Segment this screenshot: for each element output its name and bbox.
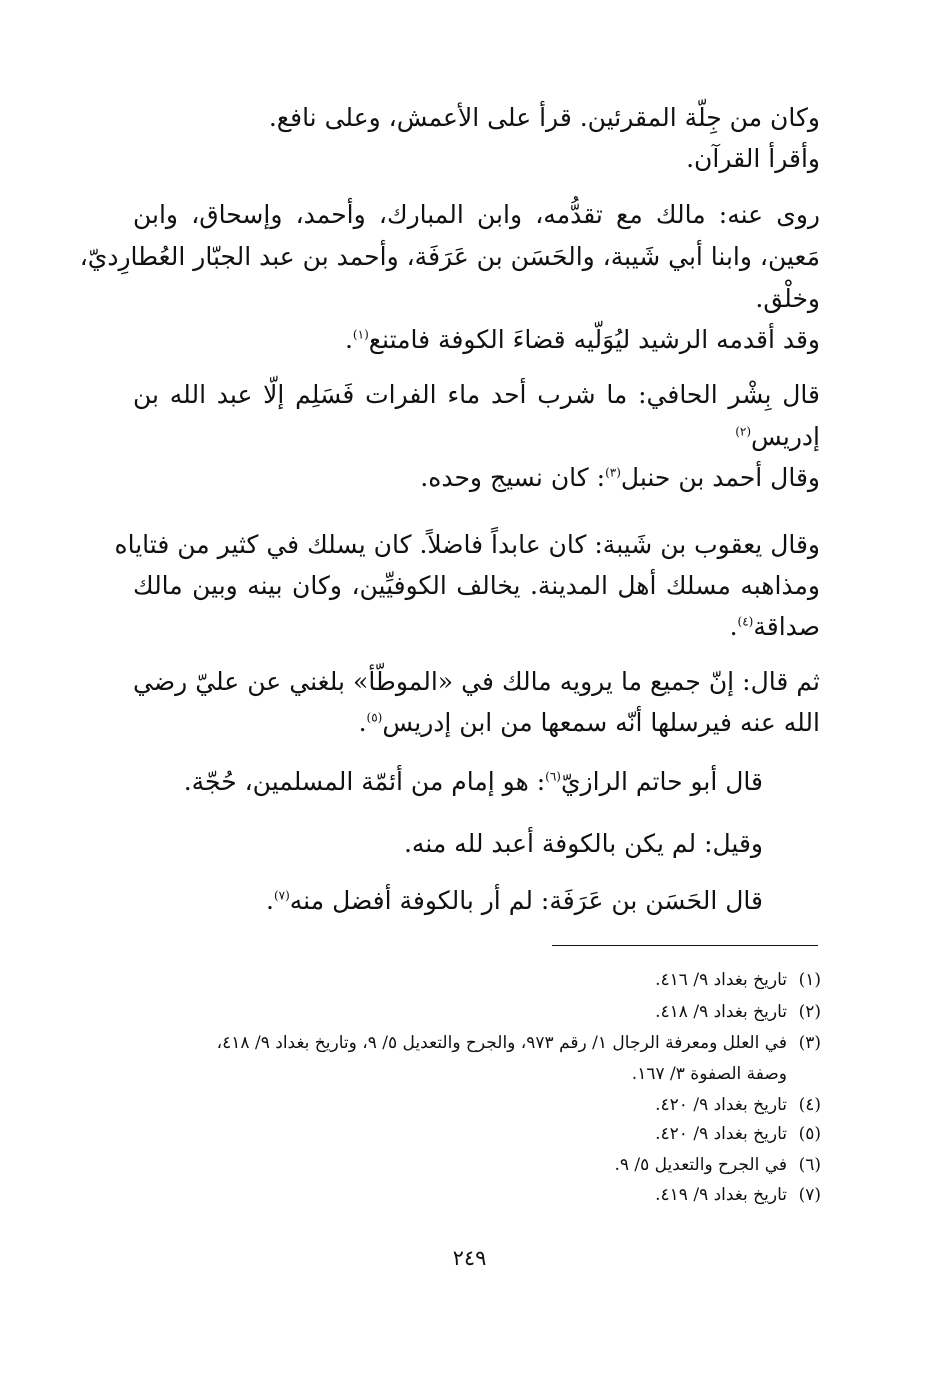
body-text: : كان نسيج وحده.	[420, 463, 606, 492]
body-line: مَعين، وابنا أبي شَيبة، والحَسَن بن عَرَفَة، وأحمد بن عبد الجبّار العُطارِديّ،	[79, 242, 820, 271]
footnote-number: (٥)	[798, 1124, 821, 1144]
body-text: قال أبو حاتم الرازيّ	[560, 767, 763, 796]
footnote	[655, 1124, 821, 1144]
body-line: وكان من جِلّة المقرئين. قرأ على الأعمش، وعلى نافع.	[268, 103, 820, 132]
body-text: وقد أقدمه الرشيد ليُوَلّيه قضاءَ الكوفة فامتنع	[368, 325, 820, 354]
footnote-number: (٣)	[798, 1033, 821, 1053]
footnote-continuation: وصفة الصفوة ٣/ ١٦٧.	[631, 1064, 787, 1084]
footnote	[217, 1033, 821, 1053]
footnote-number: (١)	[798, 970, 821, 990]
body-line: وقال يعقوب بن شَيبة: كان عابداً فاضلاً. كان يسلك في كثير من فتاياه	[114, 530, 820, 559]
body-line: الله عنه فيرسلها أنّه سمعها من ابن إدريس$^{(٥)}$.	[358, 708, 820, 737]
body-text: : هو إمام من أئمّة المسلمين، حُجّة.	[183, 767, 546, 796]
body-line: وأقرأ القرآن.	[686, 144, 820, 173]
footnote-number: (٦)	[798, 1155, 821, 1175]
body-line: قال الحَسَن بن عَرَفَة: لم أر بالكوفة أفضل منه$^{(٧)}$.	[266, 886, 763, 915]
body-line: روى عنه: مالك مع تقدُّمه، وابن المبارك، وأحمد، وإسحاق، وابن	[133, 200, 820, 229]
footnote	[655, 970, 821, 990]
footnote-text: تاريخ بغداد ٩/ ٤١٩.	[655, 1185, 787, 1205]
footnote-mark: (٦)	[545, 769, 561, 784]
footnote-text: تاريخ بغداد ٩/ ٤٢٠.	[655, 1095, 787, 1115]
footnote-mark: (١)	[352, 327, 369, 342]
body-text: الله عنه فيرسلها أنّه سمعها من ابن إدريس	[382, 708, 820, 737]
footnote-mark: (٤)	[737, 614, 754, 629]
footnote-number: (٧)	[798, 1185, 821, 1205]
body-line: وخلْق.	[755, 284, 820, 313]
footnote	[655, 1002, 821, 1022]
body-text: قال الحَسَن بن عَرَفَة: لم أر بالكوفة أفضل منه	[289, 886, 763, 915]
footnote-text: تاريخ بغداد ٩/ ٤١٨.	[655, 1002, 787, 1022]
body-line: وقد أقدمه الرشيد ليُوَلّيه قضاءَ الكوفة فامتنع$^{(١)}$.	[344, 325, 820, 354]
body-line: ثم قال: إنّ جميع ما يرويه مالك في «الموطّأ» بلغني عن عليّ رضي	[133, 667, 820, 696]
body-text: وقال أحمد بن حنبل	[620, 463, 820, 492]
body-line	[735, 422, 820, 452]
footnote-text: تاريخ بغداد ٩/ ٤١٦.	[655, 970, 787, 990]
body-text: إدريس	[751, 422, 820, 451]
footnote-text: في الجرح والتعديل ٥/ ٩.	[614, 1155, 787, 1175]
footnote-text: تاريخ بغداد ٩/ ٤٢٠.	[655, 1124, 787, 1144]
footnote	[614, 1155, 821, 1175]
body-line	[420, 463, 820, 493]
footnote-separator	[552, 945, 818, 946]
body-text: صداقة	[753, 612, 820, 641]
footnote	[655, 1185, 821, 1205]
footnote	[655, 1095, 821, 1115]
body-line: ومذاهبه مسلك أهل المدينة. يخالف الكوفيِّين، وكان بينه وبين مالك	[133, 571, 820, 600]
footnote-text: في العلل ومعرفة الرجال ١/ رقم ٩٧٣، والجرح والتعديل ٥/ ٩، وتاريخ بغداد ٩/ ٤١٨،	[216, 1033, 787, 1053]
footnote-number: (٢)	[798, 1002, 821, 1022]
body-line: قال بِشْر الحافي: ما شرب أحد ماء الفرات فَسَلِم إلّا عبد الله بن	[133, 380, 820, 409]
footnote-number: (٤)	[798, 1095, 821, 1115]
footnote-mark: (٧)	[273, 888, 290, 903]
page-number: ٢٤٩	[452, 1246, 487, 1270]
footnote-mark: (٥)	[366, 710, 383, 725]
body-line	[184, 767, 763, 797]
footnote-mark: (٢)	[735, 424, 752, 439]
body-line: وقيل: لم يكن بالكوفة أعبد لله منه.	[403, 829, 763, 858]
footnote-mark: (٣)	[605, 465, 621, 480]
body-line: صداقة$^{(٤)}$.	[729, 612, 820, 641]
